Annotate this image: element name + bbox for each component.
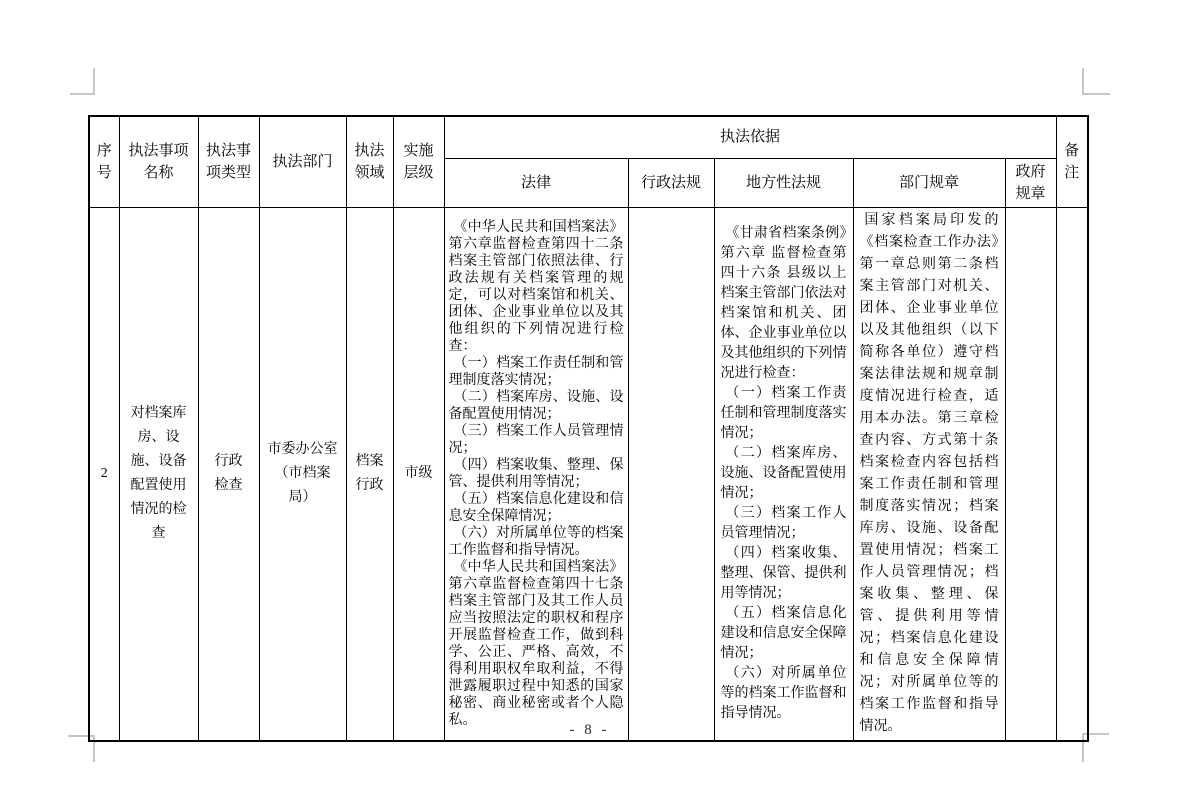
cell-seq: 2 [89,207,119,741]
paragraph: （三）档案工作人员管理情况； [720,505,847,541]
paragraph: （二）档案库房、设施、设备配置使用情况； [720,445,847,501]
paragraph: （四）档案收集、整理、保管、提供利用等情况； [448,457,624,490]
cell-local-reg [714,207,853,741]
paragraph: （一）档案工作责任制和管理制度落实情况； [448,355,624,388]
header-remark: 备注 [1056,116,1088,207]
margin-mark-top-right [1082,68,1110,95]
paragraph: 《中华人民共和国档案法》第六章监督检查第四十七条档案主管部门及其工作人员应当按照法定的职权和程序开展监督检查工作，做到科学、公正、严格、高效，不得利用职权牟取利益，不得泄露履职过程中知悉的国家秘密、商业秘密或者个人隐私。 [448,559,624,728]
header-item-name: 执法事项名称 [119,116,198,207]
paragraph: （二）档案库房、设施、设备配置使用情况； [448,389,624,422]
paragraph: （六）对所属单位等的档案工作监督和指导情况。 [448,525,624,558]
paragraph: （六）对所属单位等的档案工作监督和指导情况。 [720,665,847,721]
enforcement-items-table [88,115,1089,742]
header-basis: 执法依据 [444,116,1056,158]
header-dept-rule: 部门规章 [853,158,1005,207]
cell-item-type: 行政检查 [198,207,259,741]
paragraph: 《中华人民共和国档案法》第六章监督检查第四十二条档案主管部门依照法律、行政法规有关档案管理的规定，可以对档案馆和机关、团体、企业事业单位以及其他组织的下列情况进行检查： [448,219,624,354]
header-admin-reg: 行政法规 [628,158,714,207]
paragraph: （四）档案收集、整理、保管、提供利用等情况； [720,545,847,601]
header-seq: 序号 [89,116,119,207]
header-gov-rule: 政府规章 [1005,158,1056,207]
cell-field: 档案行政 [346,207,393,741]
cell-department: 市委办公室（市档案局） [259,207,346,741]
cell-admin-reg [628,207,714,741]
header-department: 执法部门 [259,116,346,207]
paragraph: （一）档案工作责任制和管理制度落实情况； [720,385,847,441]
cell-remark [1056,207,1088,741]
cell-law-basis [444,207,628,741]
header-local-reg: 地方性法规 [714,158,853,207]
header-law: 法律 [444,158,628,207]
table-row [89,207,1088,741]
cell-item-name: 对档案库房、设施、设备配置使用情况的检查 [119,207,198,741]
paragraph: （五）档案信息化建设和信息安全保障情况； [448,491,624,524]
header-field: 执法领域 [346,116,393,207]
cell-dept-rule [853,207,1005,741]
margin-mark-top-left [70,68,95,95]
header-level: 实施层级 [393,116,444,207]
cell-gov-rule [1005,207,1056,741]
paragraph: （三）档案工作人员管理情况； [448,423,624,456]
cell-level: 市级 [393,207,444,741]
page-number: - 8 - [569,722,610,738]
paragraph: （五）档案信息化建设和信息安全保障情况； [720,605,847,661]
paragraph: 《甘肃省档案条例》第六章 监督检查第四十六条 县级以上档案主管部门依法对档案馆和机关、团体、企业事业单位以及其他组织的下列情况进行检查： [720,225,847,381]
paragraph: 国家档案局印发的《档案检查工作办法》第一章总则第二条档案主管部门对机关、团体、企业事业单位以及其他组织（以下简称各单位）遵守档案法律法规和规章制度情况进行检查，适用本办法。第三章检查内容、方式第十条档案检查内容包括档案工作责任制和管理制度落实情况；档案库房、设施、设备配置使用情况；档案工作人员管理情况；档案收集、整理、保管、提供利用等情况；档案信息化建设和信息安全保障情况；对所属单位等的档案工作监督和指导情况。 [859,212,999,734]
header-item-type: 执法事项类型 [198,116,259,207]
